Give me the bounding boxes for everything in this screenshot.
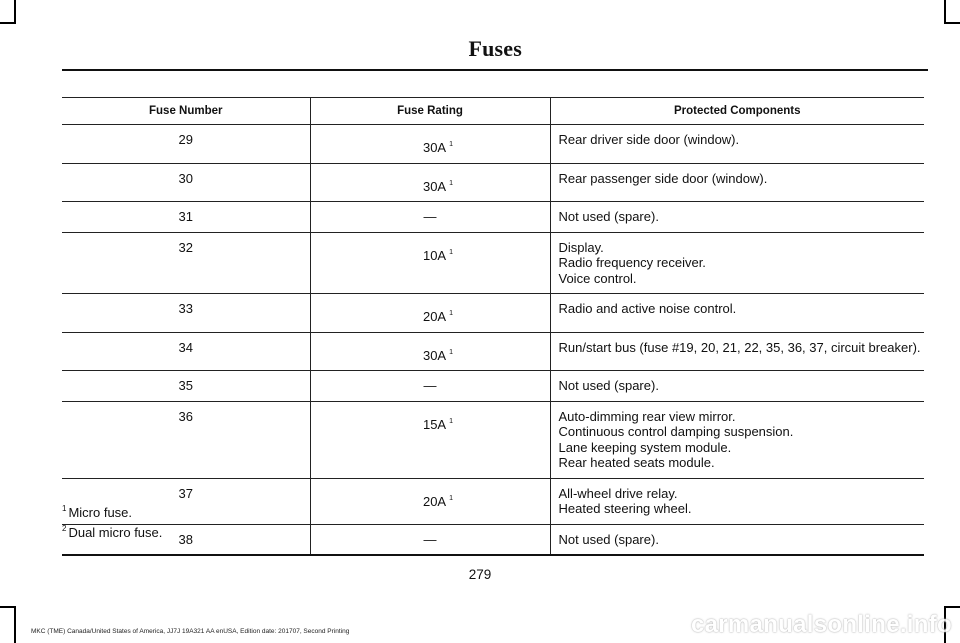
component-line: Rear heated seats module. (558, 455, 715, 470)
fuse-rating-text: 15A (422, 416, 447, 432)
table-row (62, 401, 924, 478)
fuse-rating-value (424, 378, 437, 394)
component-line: Run/start bus (fuse #19, 20, 21, 22, 35, 36, 37, circuit breaker). (558, 339, 921, 355)
fuse-rating-value (424, 532, 437, 548)
title-rule (62, 69, 928, 71)
fuse-rating-text: 30A (422, 178, 447, 194)
protected-components-cell (550, 332, 924, 371)
fuse-rating-value (423, 348, 453, 364)
footnote-micro-fuse (62, 503, 162, 523)
column-header-fuse-number: Fuse Number (62, 98, 310, 125)
footnote-reference: 1 (449, 417, 454, 425)
page-title: Fuses (468, 36, 522, 61)
fuse-rating-value (424, 209, 437, 225)
crop-mark-top-left-h (0, 22, 16, 24)
fuse-number-cell: 35 (62, 371, 310, 402)
fuse-rating-cell (310, 371, 550, 402)
table-row (62, 163, 924, 202)
footnote-mark: 2 (62, 524, 67, 533)
table-row (62, 232, 924, 294)
footnote-reference: 1 (449, 141, 454, 148)
fuse-number-cell: 37 (62, 478, 310, 524)
fuse-number-cell: 31 (62, 202, 310, 233)
component-line: Radio and active noise control. (558, 301, 737, 316)
fuse-number-cell: 38 (62, 524, 310, 555)
fuse-number-cell: 29 (62, 125, 310, 164)
component-line: Rear passenger side door (window). (558, 170, 768, 186)
crop-mark-top-right (944, 0, 946, 24)
fuse-rating-cell (310, 332, 550, 371)
fuse-rating-text: 30A (422, 140, 447, 155)
fuse-rating-cell (310, 524, 550, 555)
footnote-text: Micro fuse. (68, 505, 133, 520)
component-line: Auto-dimming rear view mirror. (558, 408, 736, 424)
table-row (62, 332, 924, 371)
protected-components-cell (550, 294, 924, 333)
footnotes (62, 503, 162, 543)
protected-components-cell (550, 401, 924, 478)
footnote-mark: 1 (62, 504, 67, 513)
component-line: Lane keeping system module. (558, 439, 732, 455)
protected-components-cell (550, 232, 924, 294)
protected-components-cell (550, 524, 924, 555)
fuse-rating-cell (310, 232, 550, 294)
footnote-dual-micro-fuse (62, 523, 162, 543)
crop-mark-bottom-right-h (944, 606, 960, 608)
protected-components-cell (550, 125, 924, 164)
fuse-rating-cell (310, 163, 550, 202)
fuse-rating-text: — (423, 531, 437, 547)
component-line: Heated steering wheel. (558, 501, 692, 516)
table-row (62, 125, 924, 164)
fuse-rating-value (423, 140, 453, 156)
fuse-rating-value (423, 417, 453, 433)
fuse-rating-text: 20A (422, 309, 447, 324)
fuse-rating-cell (310, 478, 550, 524)
table-row (62, 294, 924, 333)
crop-mark-bottom-left (14, 606, 16, 643)
component-line: Not used (spare). (558, 531, 659, 547)
component-line: Display. (558, 239, 604, 255)
component-line: All-wheel drive relay. (558, 485, 678, 501)
protected-components-cell (550, 371, 924, 402)
table-row (62, 202, 924, 233)
fuse-rating-value (423, 179, 453, 195)
fuse-rating-cell (310, 294, 550, 333)
table-header-row (62, 98, 924, 125)
table-row (62, 524, 924, 555)
protected-components-cell (550, 163, 924, 202)
fuse-rating-text: 30A (422, 347, 447, 363)
component-line: Not used (spare). (558, 378, 659, 393)
footnote-text: Dual micro fuse. (68, 525, 163, 540)
component-line: Voice control. (558, 270, 637, 286)
table-row (62, 478, 924, 524)
fuse-rating-text: 10A (422, 247, 447, 263)
crop-mark-bottom-left-h (0, 606, 16, 608)
fuse-number-cell: 36 (62, 401, 310, 478)
page-number: 279 (468, 567, 492, 582)
footnote-reference: 1 (449, 348, 454, 356)
fuse-table (62, 97, 924, 556)
fuse-number-cell: 34 (62, 332, 310, 371)
crop-mark-top-right-h (944, 22, 960, 24)
fuse-rating-value (423, 309, 453, 325)
fuse-rating-cell (310, 401, 550, 478)
fuse-rating-text: 20A (422, 493, 447, 509)
component-line: Radio frequency receiver. (558, 255, 706, 270)
column-header-fuse-rating: Fuse Rating (310, 98, 550, 125)
protected-components-cell (550, 202, 924, 233)
fuse-number-cell: 32 (62, 232, 310, 294)
footnote-reference: 1 (449, 310, 454, 317)
column-header-protected-components: Protected Components (550, 98, 924, 125)
fuse-rating-text: — (423, 378, 437, 393)
table-row (62, 371, 924, 402)
fuse-rating-cell (310, 202, 550, 233)
fuse-rating-value (423, 248, 453, 264)
footnote-reference: 1 (449, 494, 454, 502)
fuse-rating-text: — (423, 209, 437, 224)
fuse-table-body (62, 125, 924, 556)
component-line: Not used (spare). (558, 209, 659, 224)
component-line: Continuous control damping suspension. (558, 424, 794, 439)
edition-line: MKC (TME) Canada/United States of America, JJ7J 19A321 AA enUSA, Edition date: 201707, Second Printing (31, 628, 350, 635)
fuse-rating-cell (310, 125, 550, 164)
footnote-reference: 1 (449, 248, 454, 256)
watermark-logo: carmanualsonline.info (690, 611, 952, 638)
fuse-rating-value (423, 494, 453, 510)
fuse-number-cell: 33 (62, 294, 310, 333)
component-line: Rear driver side door (window). (558, 132, 740, 147)
fuse-number-cell: 30 (62, 163, 310, 202)
crop-mark-top-left (14, 0, 16, 24)
protected-components-cell (550, 478, 924, 524)
footnote-reference: 1 (449, 179, 454, 187)
